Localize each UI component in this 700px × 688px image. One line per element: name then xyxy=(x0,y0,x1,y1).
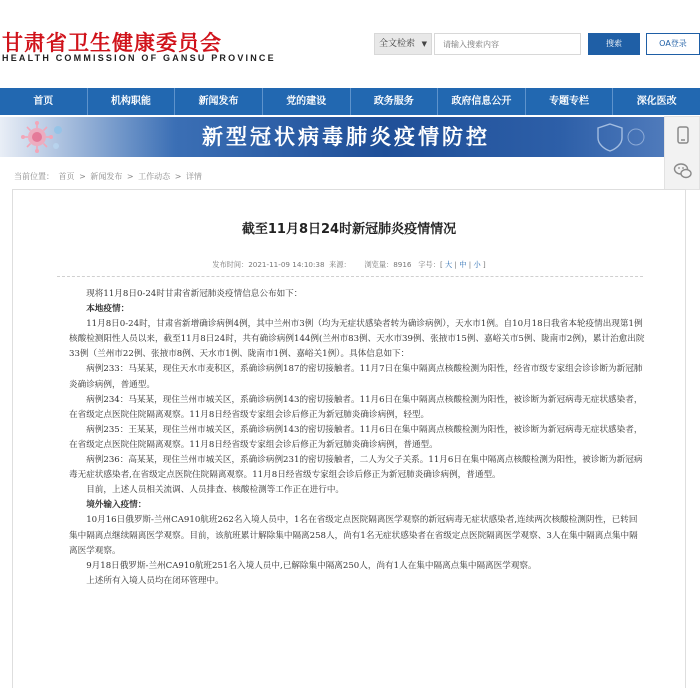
breadcrumb xyxy=(14,171,204,182)
article-paragraph: 目前，上述人员相关流调、人员排查、核酸检测等工作正在进行中。 xyxy=(86,485,345,496)
meta-divider xyxy=(57,276,643,277)
search-input[interactable] xyxy=(434,33,581,55)
breadcrumb-label: 当前位置： xyxy=(14,172,54,181)
nav-item-topics[interactable]: 专题专栏 xyxy=(526,88,614,115)
caret-down-icon: ▼ xyxy=(421,40,427,48)
breadcrumb-separator: > xyxy=(79,172,86,181)
fontsize-label: 字号： xyxy=(418,260,440,269)
article-paragraph: 9月18日俄罗斯-兰州CA910航班251名入境人员中,已解除集中隔离250人，尚有1人在集中隔离点集中隔离医学观察。 xyxy=(86,560,537,571)
site-logo-title[interactable]: 甘肃省卫生健康委员会 xyxy=(2,30,222,55)
nav-item-organization[interactable]: 机构职能 xyxy=(88,88,176,115)
search-type-select[interactable] xyxy=(374,33,432,55)
article-panel xyxy=(12,189,686,688)
nav-item-home[interactable]: 首页 xyxy=(0,88,88,115)
article-paragraph: 病例234：马某某，现住兰州市城关区，系确诊病例143的密切接触者。11月6日在集中隔离点核酸检测为阳性，被诊断为新冠病毒无症状感染者，在省级定点医院住院隔离观察。11月8日经省级专家组会诊后修正为新冠肺炎确诊病例，轻型。 xyxy=(69,394,643,420)
article-meta: 发布时间：2021-11-09 14:10:38 来源： 浏览量：8916 字号：[ 大 | 中 | 小 ] xyxy=(212,260,486,269)
article-paragraph: 11月8日0-24时，甘肃省新增确诊病例4例，其中兰州市3例（均为无症状感染者转为确诊病例），天水市1例。自10月18日我省本轮疫情出现第1例核酸检测阳性人员以来，截至11月8日24时，共有确诊病例144例(兰州市83例、天水市39例、张掖市15例、嘉峪关市5例、陇南市2例)，累计治愈出院33例（兰州市22例、张掖市8例、天水市1例、陇南市1例、嘉峪关1例）。具体信息如下： xyxy=(69,319,645,360)
article-paragraph: 病例235：王某某，现住兰州市城关区，系确诊病例143的密切接触者。11月6日在集中隔离点核酸检测为阳性，被诊断为新冠病毒无症状感染者，在省级定点医院住院隔离观察。11月8日经省级专家组会诊后修正为新冠肺炎确诊病例，普通型。 xyxy=(69,424,643,450)
nav-item-reform[interactable]: 深化医改 xyxy=(636,96,677,107)
site-logo-subtitle: HEALTH COMMISSION OF GANSU PROVINCE xyxy=(2,53,276,63)
nav-item-disclosure[interactable]: 政府信息公开 xyxy=(438,88,526,115)
font-size-medium-link[interactable]: 中 xyxy=(459,260,467,269)
search-button[interactable]: 搜索 xyxy=(588,33,640,55)
breadcrumb-item-detail: 详情 xyxy=(185,172,202,181)
epidemic-banner[interactable] xyxy=(0,117,700,157)
wechat-icon[interactable] xyxy=(673,161,693,181)
nav-item-party[interactable]: 党的建设 xyxy=(263,88,351,115)
publish-time: 2021-11-09 14:10:38 xyxy=(248,260,325,269)
article-paragraph: 现将11月8日0-24时甘肃省新冠肺炎疫情信息公布如下： xyxy=(86,289,303,299)
site-header xyxy=(0,0,700,88)
main-nav xyxy=(0,88,700,115)
breadcrumb-item-news[interactable]: 新闻发布 xyxy=(90,172,123,181)
virus-icon xyxy=(20,120,66,154)
article-paragraph: 病例236：高某某，现住兰州市城关区，系确诊病例231的密切接触者，二人为父子关系。11月6日在集中隔离点核酸检测为阳性，被诊断为新冠病毒无症状感染者,在省级定点医院住院隔离观察。11月8日经省级专家组会诊后修正为新冠肺炎确诊病例，普通型。 xyxy=(69,455,643,481)
section-heading-local: 本地疫情： xyxy=(86,304,130,315)
font-size-small-link[interactable]: 小 xyxy=(473,260,481,269)
article-body xyxy=(69,287,645,589)
nav-item-services[interactable]: 政务服务 xyxy=(351,88,439,115)
shield-icon xyxy=(590,121,650,153)
views-label: 浏览量： xyxy=(364,260,394,269)
breadcrumb-item-work[interactable]: 工作动态 xyxy=(138,172,171,181)
publish-label: 发布时间： xyxy=(212,260,249,269)
breadcrumb-separator: > xyxy=(126,172,134,181)
article-paragraph: 上述所有入境人员均在闭环管理中。 xyxy=(86,575,224,586)
section-heading-imported: 境外输入疫情： xyxy=(86,500,147,511)
article-paragraph: 病例233：马某某，现住天水市麦积区，系确诊病例187的密切接触者。11月7日在集中隔离点核酸检测为阳性，经省市级专家组会诊诊断为新冠肺炎确诊病例，普通型。 xyxy=(69,364,643,390)
mobile-icon[interactable] xyxy=(673,125,693,145)
article-paragraph: 10月16日俄罗斯-兰州CA910航班262名入境人员中，1名在省级定点医院隔离医学观察的新冠病毒无症状感染者,连续两次核酸检测阴性，已转回集中隔离点继续隔离医学观察。目前，该航班累计解除集中隔离258人，尚有1名无症状感染者在省级定点医院隔离医学观察、3人在集中隔离点集中隔离医学观察。 xyxy=(69,515,638,556)
source-label: 来源： xyxy=(329,260,351,269)
oa-login-button[interactable]: OA登录 xyxy=(646,33,700,55)
side-float-panel xyxy=(664,116,700,190)
article-title: 截至11月8日24时新冠肺炎疫情情况 xyxy=(241,222,457,237)
views-count: 8916 xyxy=(393,260,412,269)
breadcrumb-item-home[interactable]: 首页 xyxy=(58,172,75,181)
banner-title: 新型冠状病毒肺炎疫情防控 xyxy=(202,125,490,149)
search-type-label: 全文检索 xyxy=(379,39,416,49)
nav-item-news[interactable]: 新闻发布 xyxy=(175,88,263,115)
font-size-large-link[interactable]: 大 xyxy=(445,260,453,269)
breadcrumb-separator: > xyxy=(174,172,182,181)
